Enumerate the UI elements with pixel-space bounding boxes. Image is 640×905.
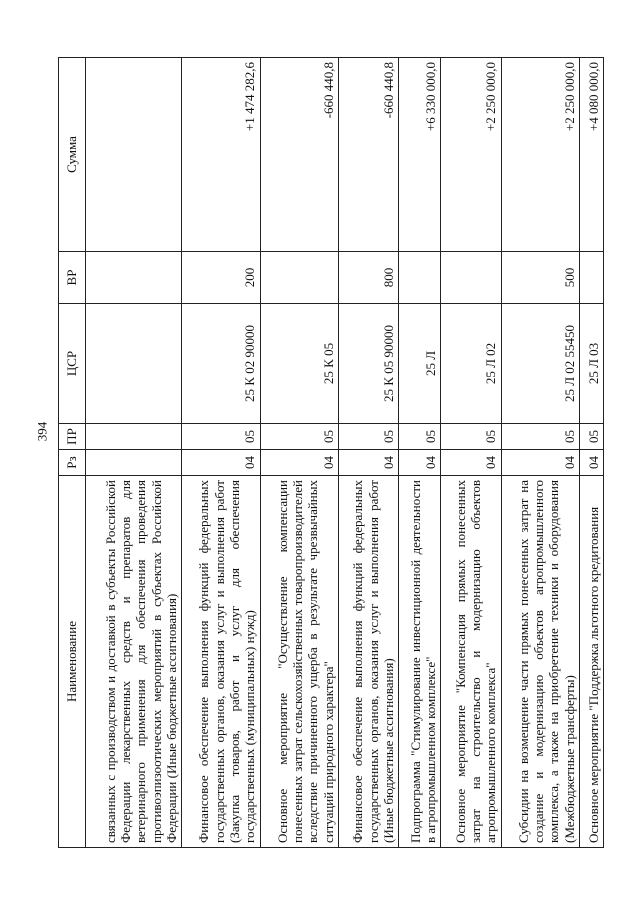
row-csr: 25 К 05 90000 — [339, 304, 399, 424]
row-name: Основное мероприятие "Осуществление компенсации понесенных затрат сельскохозяйственных товаропроизводителей вследствие причиненного ущерба в результате чрезвычайных ситуаций природного характера" — [260, 476, 338, 848]
row-name: Финансовое обеспечение выполнения функций федеральных государственных органов, оказания услуг и выполнения работ (Закупка товаров, работ и услуг для обеспечения государственных (муниципальных) нужд) — [182, 476, 260, 848]
budget-table — [58, 57, 604, 848]
row-rz: 04 — [441, 450, 501, 476]
row-name: Финансовое обеспечение выполнения функций федеральных государственных органов, оказания услуг и выполнения работ (Иные бюджетные ассигнования) — [339, 476, 399, 848]
row-pr: 05 — [579, 424, 603, 450]
row-vr — [260, 252, 338, 304]
header-csr: ЦСР — [59, 304, 86, 424]
table-row — [441, 58, 501, 848]
table-row — [399, 58, 441, 848]
row-pr: 05 — [501, 424, 579, 450]
table-header-row — [59, 58, 86, 848]
row-csr: 25 Л — [399, 304, 441, 424]
row-csr: 25 Л 02 55450 — [501, 304, 579, 424]
row-sum — [86, 58, 182, 252]
header-pr: ПР — [59, 424, 86, 450]
row-rz: 04 — [182, 450, 260, 476]
row-vr: 800 — [339, 252, 399, 304]
table-row — [260, 58, 338, 848]
table-row — [86, 58, 182, 848]
table-row — [182, 58, 260, 848]
row-pr: 05 — [339, 424, 399, 450]
row-name: Подпрограмма "Стимулирование инвестиционной деятельности в агропромышленном комплексе" — [399, 476, 441, 848]
row-rz — [86, 450, 182, 476]
row-sum: -660 440,8 — [260, 58, 338, 252]
row-csr: 25 Л 02 — [441, 304, 501, 424]
row-name: связанных с производством и доставкой в субъекты Российской Федерации лекарственных средств и препаратов для ветеринарного применения для обеспечения проведения противоэпизоотических мероприятий в субъектах Российской Федерации (Иные бюджетные ассигнования) — [86, 476, 182, 848]
row-rz: 04 — [579, 450, 603, 476]
row-csr: 25 К 05 — [260, 304, 338, 424]
row-pr: 05 — [260, 424, 338, 450]
table-row — [339, 58, 399, 848]
row-name: Основное мероприятие "Компенсация прямых понесенных затрат на строительство и модернизацию объектов агропромышленного комплекса" — [441, 476, 501, 848]
table-row — [579, 58, 603, 848]
row-sum: +4 080 000,0 — [579, 58, 603, 252]
row-pr — [86, 424, 182, 450]
page-number — [32, 421, 50, 442]
row-vr — [86, 252, 182, 304]
row-rz: 04 — [399, 450, 441, 476]
header-name: Наименование — [59, 476, 86, 848]
row-csr — [86, 304, 182, 424]
header-sum: Сумма — [59, 58, 86, 252]
row-vr — [399, 252, 441, 304]
row-name: Субсидии на возмещение части прямых понесенных затрат на создание и модернизацию объектов агропромышленного комплекса, а также на приобретение техники и оборудования (Межбюджетные трансферты) — [501, 476, 579, 848]
rotated-page-content — [58, 58, 604, 848]
row-rz: 04 — [501, 450, 579, 476]
table-row — [501, 58, 579, 848]
row-sum: +1 474 282,6 — [182, 58, 260, 252]
row-pr: 05 — [182, 424, 260, 450]
row-sum: +2 250 000,0 — [501, 58, 579, 252]
header-vr: ВР — [59, 252, 86, 304]
row-vr — [579, 252, 603, 304]
row-vr: 200 — [182, 252, 260, 304]
row-sum: +2 250 000,0 — [441, 58, 501, 252]
row-sum: -660 440,8 — [339, 58, 399, 252]
row-vr: 500 — [501, 252, 579, 304]
row-csr: 25 К 02 90000 — [182, 304, 260, 424]
page-number-text: 394 — [34, 421, 50, 442]
row-pr: 05 — [441, 424, 501, 450]
row-name: Основное мероприятие "Поддержка льготного кредитования — [579, 476, 603, 848]
row-csr: 25 Л 03 — [579, 304, 603, 424]
row-sum: +6 330 000,0 — [399, 58, 441, 252]
row-pr: 05 — [399, 424, 441, 450]
row-rz: 04 — [339, 450, 399, 476]
row-rz: 04 — [260, 450, 338, 476]
row-vr — [441, 252, 501, 304]
header-rz: Рз — [59, 450, 86, 476]
